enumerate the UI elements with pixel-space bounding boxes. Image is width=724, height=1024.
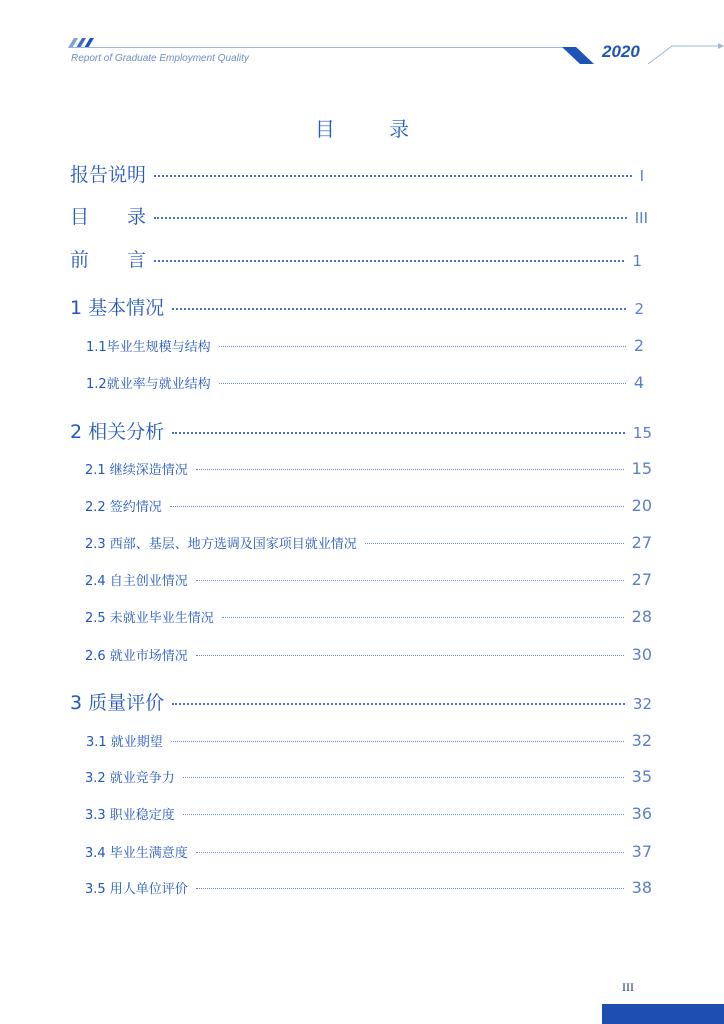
toc-leader-dots [183, 814, 624, 815]
toc-entry-page: III [634, 209, 648, 227]
toc-leader-dots [171, 741, 624, 742]
toc-leader-dots [196, 888, 624, 889]
toc-entry-label: 1.1毕业生规模与结构 [86, 340, 211, 355]
toc-leader-dots [219, 346, 626, 347]
toc-entry-page: I [639, 167, 644, 185]
toc-entry-page: 36 [631, 804, 652, 823]
toc-leader-dots [183, 777, 624, 778]
toc-entry-label: 3.2 就业竞争力 [85, 771, 175, 786]
toc-entry-label: 前 言 [70, 249, 147, 271]
header-rule [70, 47, 570, 48]
toc-entry-page: 2 [633, 336, 644, 355]
toc-entry[interactable] [85, 496, 652, 515]
toc-entry-label: 2.2 签约情况 [85, 500, 162, 515]
toc-entry[interactable] [70, 160, 644, 187]
page-number: III [622, 980, 634, 994]
toc-entry-label: 3.3 职业稳定度 [85, 808, 175, 823]
toc-entry-page: 30 [631, 645, 652, 664]
toc-entry-label: 2.6 就业市场情况 [85, 649, 188, 664]
toc-title: 目 录 [314, 117, 434, 141]
header-subtitle: Report of Graduate Employment Quality [71, 53, 249, 64]
toc-entry[interactable] [85, 878, 652, 897]
toc-entry-page: 38 [631, 878, 652, 897]
toc-leader-dots [222, 617, 624, 618]
toc-entry-label: 目 录 [70, 206, 147, 228]
toc-entry[interactable] [86, 336, 644, 355]
toc-leader-dots [154, 217, 627, 219]
toc-entry-page: 28 [631, 607, 652, 626]
toc-entry[interactable] [70, 417, 652, 444]
header-year: 2020 [602, 42, 640, 61]
toc-entry-label: 报告说明 [70, 164, 147, 186]
toc-leader-dots [219, 383, 626, 384]
toc-leader-dots [365, 543, 624, 544]
toc-entry[interactable] [85, 842, 652, 861]
toc-leader-dots [172, 432, 625, 434]
toc-entry-page: 15 [631, 459, 652, 478]
toc-entry[interactable] [85, 804, 652, 823]
toc-entry-label: 2 相关分析 [70, 421, 165, 443]
toc-entry-label: 2.1 继续深造情况 [85, 463, 188, 478]
toc-entry[interactable] [70, 245, 642, 272]
toc-entry[interactable] [85, 570, 652, 589]
toc-entry-page: 4 [633, 373, 644, 392]
toc-entry-page: 20 [631, 496, 652, 515]
toc-entry-page: 32 [631, 731, 652, 750]
toc-entry[interactable] [86, 731, 652, 750]
toc-entry-label: 2.4 自主创业情况 [85, 574, 188, 589]
toc-entry-label: 2.3 西部、基层、地方选调及国家项目就业情况 [85, 537, 357, 552]
toc-entry-page: 27 [631, 533, 652, 552]
toc-entry-label: 2.5 未就业毕业生情况 [85, 611, 214, 626]
toc-entry-label: 3.5 用人单位评价 [85, 882, 188, 897]
toc-entry-page: 27 [631, 570, 652, 589]
toc-leader-dots [196, 580, 624, 581]
toc-leader-dots [154, 175, 632, 177]
toc-entry[interactable] [85, 533, 652, 552]
toc-entry[interactable] [70, 293, 644, 320]
toc-entry-label: 3.1 就业期望 [86, 735, 163, 750]
toc-entry[interactable] [70, 688, 652, 715]
toc-entry-page: 2 [634, 300, 644, 318]
toc-leader-dots [196, 852, 624, 853]
toc-leader-dots [172, 703, 625, 705]
toc-entry-page: 37 [631, 842, 652, 861]
toc-entry-page: 1 [632, 252, 642, 270]
toc-entry-label: 1.2就业率与就业结构 [86, 377, 211, 392]
toc-entry-page: 32 [632, 695, 652, 713]
toc-entry-label: 3.4 毕业生满意度 [85, 846, 188, 861]
toc-entry-label: 3 质量评价 [70, 692, 165, 714]
toc-leader-dots [196, 469, 624, 470]
toc-leader-dots [154, 260, 624, 262]
toc-leader-dots [170, 506, 624, 507]
toc-entry-page: 15 [632, 424, 652, 442]
toc-entry[interactable] [86, 373, 644, 392]
footer-accent-bar [602, 1004, 724, 1024]
toc-entry-label: 1 基本情况 [70, 297, 165, 319]
toc-leader-dots [172, 308, 626, 310]
toc-entry[interactable] [85, 767, 652, 786]
toc-entry[interactable] [85, 607, 652, 626]
toc-leader-dots [196, 655, 624, 656]
toc-entry[interactable] [85, 645, 652, 664]
toc-entry-page: 35 [631, 767, 652, 786]
header-year-decoration [562, 42, 724, 66]
toc-entry[interactable] [70, 202, 648, 229]
toc-entry[interactable] [85, 459, 652, 478]
